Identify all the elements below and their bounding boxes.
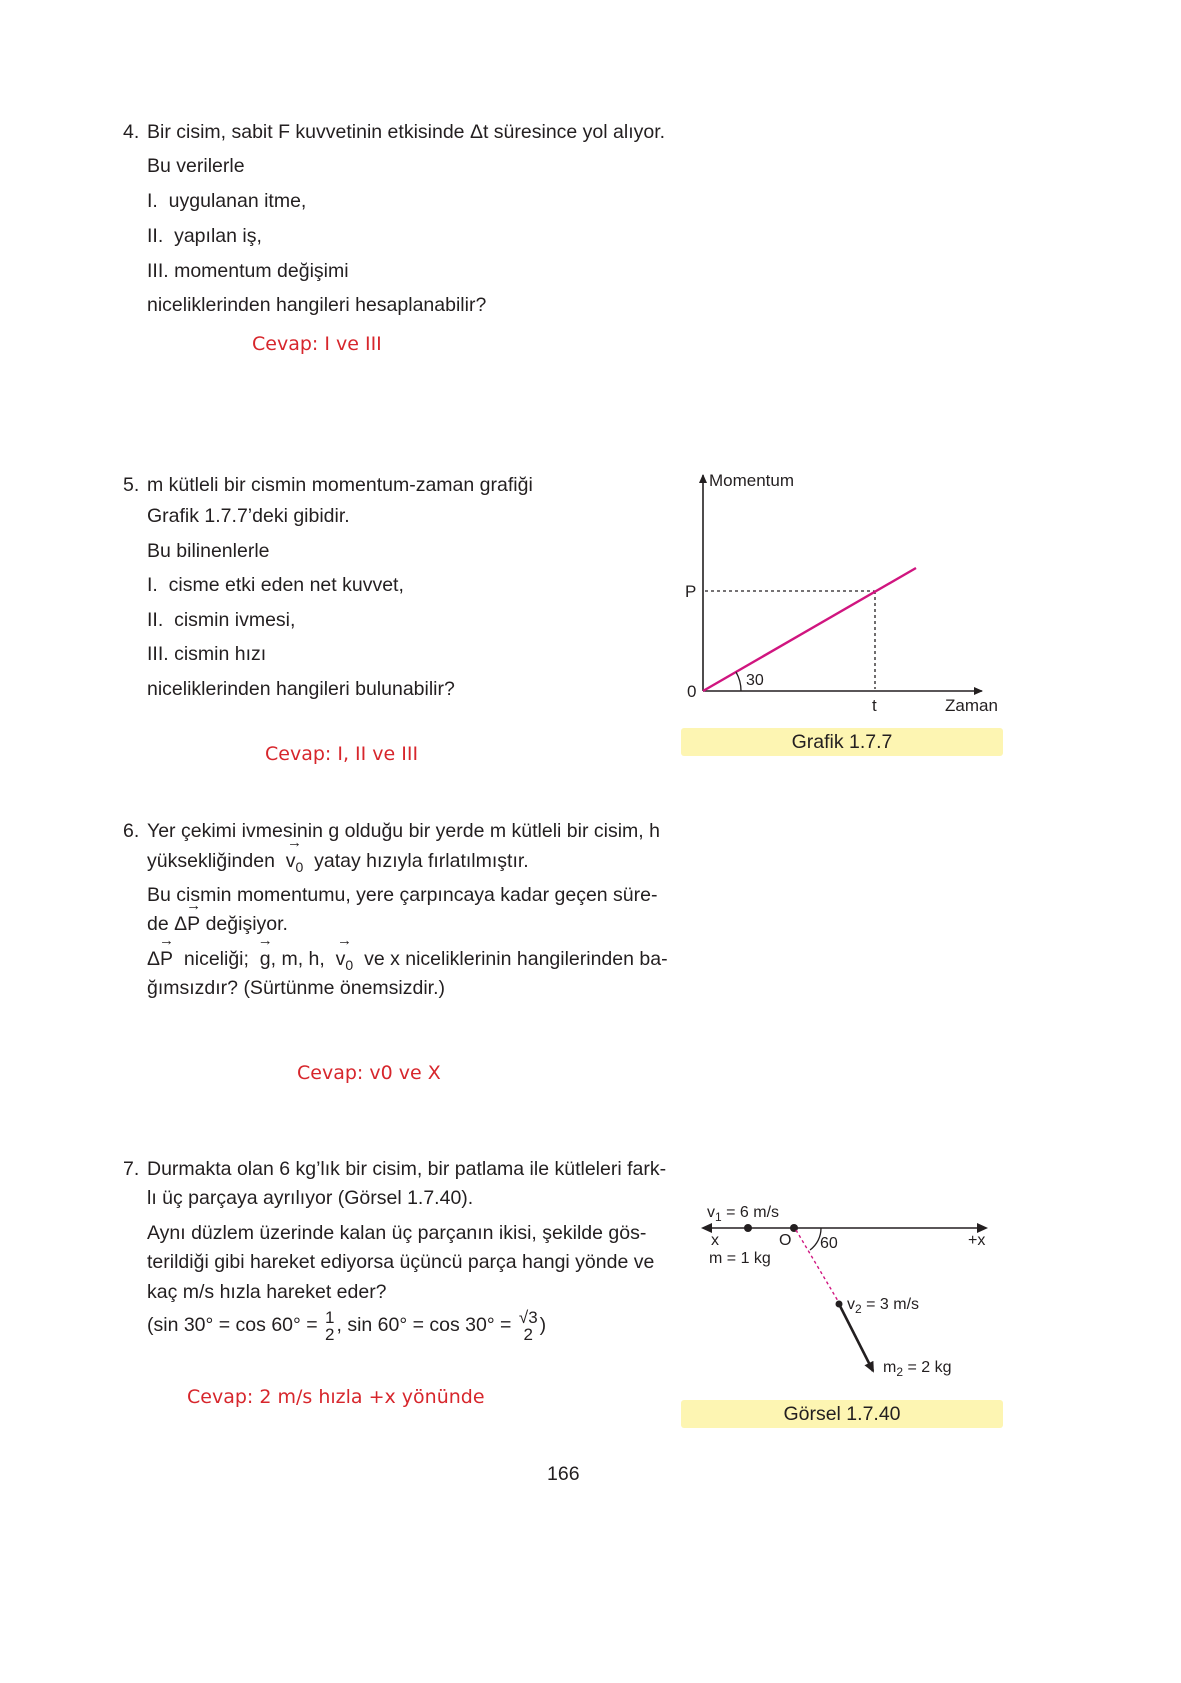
m1-label: m = 1 kg — [709, 1250, 771, 1267]
question-text: Bu verilerle — [147, 155, 245, 177]
question-text — [147, 947, 668, 977]
text-span: ) — [539, 1314, 547, 1336]
numerator: √3 — [518, 1307, 538, 1327]
momentum-time-graph — [675, 465, 1010, 725]
vector-p: → P — [160, 947, 173, 971]
option-1: I. cisme etki eden net kuvvet, — [147, 574, 404, 596]
answer-text: Cevap: I, II ve III — [265, 743, 419, 765]
numerator: 1 — [325, 1307, 335, 1327]
question-text: terildiği gibi hareket ediyorsa üçüncü parça hangi yönde ve — [147, 1251, 655, 1273]
text-span: niceliği; — [183, 948, 249, 970]
question-text: Grafik 1.7.7’deki gibidir. — [147, 505, 350, 527]
v2-label: $v_2 = 3$ m/s — [847, 1296, 920, 1316]
question-text: m kütleli bir cismin momentum-zaman grafiği — [147, 474, 533, 496]
question-text: niceliklerinden hangileri hesaplanabilir? — [147, 294, 487, 316]
m2-label: $m_2 = 2$ kg — [883, 1359, 952, 1379]
vector-g: → g — [260, 947, 271, 971]
v-symbol: v — [335, 948, 346, 970]
question-text: Yer çekimi ivmesinin g olduğu bir yerde m kütleli bir cisim, h — [147, 820, 660, 842]
vector-v0 — [286, 849, 304, 879]
page-number: 166 — [547, 1463, 580, 1485]
denominator: 2 — [325, 1324, 335, 1344]
momentum-line — [703, 568, 916, 691]
y-axis-label: Momentum — [709, 471, 795, 490]
subscript: 0 — [295, 859, 304, 875]
x-label: x — [711, 1232, 719, 1249]
figure-caption: Görsel 1.7.40 — [681, 1400, 1003, 1428]
t-label: t — [872, 696, 877, 715]
question-text: Bu cismin momentumu, yere çarpıncaya kadar geçen süre- — [147, 884, 658, 906]
text-span: , sin 60° = cos 30° = — [336, 1314, 512, 1336]
question-number: 7. — [123, 1158, 140, 1180]
question-text: Durmakta olan 6 kg’lık bir cisim, bir patlama ile kütleleri fark- — [147, 1158, 667, 1180]
denominator: 2 — [523, 1324, 533, 1344]
x-axis-label: Zaman — [945, 696, 998, 715]
v-symbol: v — [285, 850, 296, 872]
angle-label: 60 — [820, 1235, 838, 1252]
answer-text: Cevap: I ve III — [252, 333, 382, 355]
angle-arc — [736, 672, 741, 691]
o-label: O — [779, 1232, 792, 1249]
option-3: III. cismin hızı — [147, 643, 267, 665]
m1-point — [744, 1224, 752, 1232]
plus-x-label: +x — [968, 1232, 986, 1249]
vector-p: → P — [187, 912, 200, 936]
fraction-one-half — [325, 1309, 334, 1343]
text-span: , m, h, — [270, 948, 325, 970]
answer-text: Cevap: v0 ve X — [297, 1062, 441, 1084]
subscript: 0 — [345, 957, 354, 973]
p-label: P — [685, 582, 697, 601]
text-span: Δ — [147, 948, 161, 970]
question-text: Bu bilinenlerle — [147, 540, 270, 562]
question-number: 5. — [123, 474, 140, 496]
question-text: ğımsızdır? (Sürtünme önemsizdir.) — [147, 977, 446, 999]
explosion-diagram — [690, 1195, 1000, 1390]
vector-v0 — [336, 947, 354, 977]
answer-text: Cevap: 2 m/s hızla +x yönünde — [187, 1386, 485, 1408]
text-span: ve x niceliklerinin hangilerinden ba- — [364, 948, 668, 970]
text-span: yüksekliğinden — [147, 850, 275, 872]
question-text: lı üç parçaya ayrılıyor (Görsel 1.7.40). — [147, 1187, 474, 1209]
text-span: de Δ — [147, 913, 188, 935]
origin-label: 0 — [687, 682, 697, 701]
question-text — [147, 849, 529, 879]
question-text: kaç m/s hızla hareket eder? — [147, 1281, 387, 1303]
v1-label: $v_1 = 6$ m/s — [707, 1204, 780, 1224]
figure-caption: Grafik 1.7.7 — [681, 728, 1003, 756]
option-2: II. cismin ivmesi, — [147, 609, 296, 631]
option-1: I. uygulanan itme, — [147, 190, 307, 212]
text-span: (sin 30° = cos 60° = — [147, 1314, 318, 1336]
question-text: Bir cisim, sabit F kuvvetinin etkisinde Δt süresince yol alıyor. — [147, 121, 666, 143]
question-text: Aynı düzlem üzerinde kalan üç parçanın ikisi, şekilde gös- — [147, 1222, 647, 1244]
text-span: yatay hızıyla fırlatılmıştır. — [314, 850, 529, 872]
question-number: 6. — [123, 820, 140, 842]
fraction-root3-half — [519, 1309, 538, 1343]
text-span: değişiyor. — [205, 913, 288, 935]
question-number: 4. — [123, 121, 140, 143]
option-3: III. momentum değişimi — [147, 260, 349, 282]
question-text: niceliklerinden hangileri bulunabilir? — [147, 678, 455, 700]
angle-label: 30 — [746, 672, 764, 689]
option-2: II. yapılan iş, — [147, 225, 262, 247]
trig-hint — [147, 1305, 546, 1345]
